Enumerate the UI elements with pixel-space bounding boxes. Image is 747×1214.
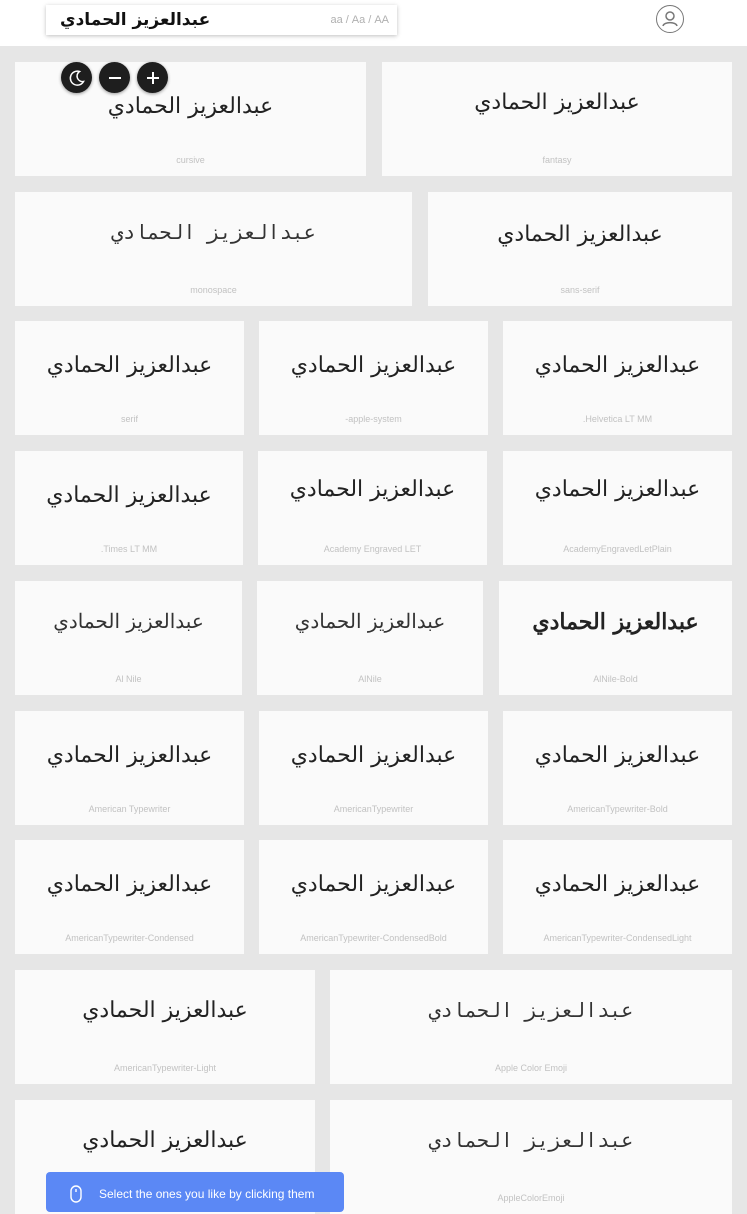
font-card[interactable] bbox=[503, 321, 732, 435]
font-sample-text: عبدالعزيز الحمادي bbox=[290, 872, 457, 897]
font-card[interactable] bbox=[499, 581, 732, 695]
font-sample-text: عبدالعزيز الحمادي bbox=[290, 353, 457, 378]
font-name-label: AmericanTypewriter-Condensed bbox=[65, 933, 194, 943]
font-card[interactable] bbox=[15, 711, 244, 825]
case-separator: / bbox=[345, 14, 349, 26]
font-card[interactable] bbox=[259, 711, 488, 825]
font-sample-text: عبدالعزيز الحمادي bbox=[532, 609, 699, 635]
font-name-label: AlNile-Bold bbox=[593, 674, 638, 684]
font-name-label: Academy Engraved LET bbox=[323, 544, 422, 554]
font-card[interactable] bbox=[503, 711, 732, 825]
font-sample-text: عبدالعزيز الحمادي bbox=[474, 90, 640, 115]
case-upper-option[interactable]: AA bbox=[374, 14, 389, 26]
font-name-label: fantasy bbox=[542, 155, 572, 165]
font-sample-text: عبدالعزيز الحمادي bbox=[534, 743, 701, 768]
account-button[interactable] bbox=[656, 5, 684, 33]
font-sample-text: عبدالعزيز الحمادي bbox=[534, 477, 701, 502]
font-name-label: .Times LT MM bbox=[100, 544, 158, 554]
sample-text-value[interactable]: عبدالعزيز الحمادي bbox=[60, 10, 211, 30]
decrease-size-button[interactable] bbox=[99, 62, 130, 93]
plus-icon bbox=[146, 71, 160, 85]
font-name-label: AmericanTypewriter-Bold bbox=[567, 804, 668, 814]
font-card[interactable] bbox=[382, 62, 732, 176]
font-sample-text: عبدالعزيز الحمادي bbox=[46, 353, 213, 378]
selection-hint-banner bbox=[46, 1172, 344, 1212]
minus-icon bbox=[108, 71, 122, 85]
font-card[interactable] bbox=[15, 970, 315, 1084]
font-name-label: AmericanTypewriter-CondensedLight bbox=[543, 933, 692, 943]
font-name-label: .Helvetica LT MM bbox=[582, 414, 653, 424]
font-card[interactable] bbox=[15, 581, 242, 695]
font-card[interactable] bbox=[258, 451, 487, 565]
font-sample-text: عبدالعزيز الحمادي bbox=[82, 1128, 248, 1153]
font-sample-text: عبدالعزيز الحمادي bbox=[46, 743, 213, 768]
font-name-label: cursive bbox=[176, 155, 205, 165]
font-card[interactable] bbox=[330, 1100, 732, 1214]
font-card[interactable] bbox=[503, 840, 732, 954]
font-name-label: -apple-system bbox=[345, 414, 402, 424]
user-icon bbox=[660, 9, 680, 29]
font-card[interactable] bbox=[257, 581, 483, 695]
font-sample-text: عبدالعزيز الحمادي bbox=[497, 222, 663, 247]
sample-text-input[interactable] bbox=[46, 5, 397, 35]
font-sample-text: عبدالعزيز الحمادي bbox=[82, 998, 248, 1023]
font-card[interactable] bbox=[503, 451, 732, 565]
font-sample-text: عبدالعزيز الحمادي bbox=[53, 609, 204, 633]
hint-text: Select the ones you like by clicking them bbox=[99, 1187, 315, 1201]
font-name-label: Al Nile bbox=[115, 674, 142, 684]
font-name-label: Apple Color Emoji bbox=[494, 1063, 568, 1073]
font-sample-text: عبدالعزيز الحمادي bbox=[289, 477, 456, 502]
font-card[interactable] bbox=[259, 321, 488, 435]
font-sample-text: عبدالعزيز الحمادي bbox=[428, 1128, 634, 1152]
font-sample-text: عبدالعزيز الحمادي bbox=[46, 483, 212, 508]
font-sample-text: عبدالعزيز الحمادي bbox=[428, 998, 634, 1022]
mouse-icon bbox=[70, 1185, 82, 1203]
case-options bbox=[330, 14, 389, 26]
font-name-label: American Typewriter bbox=[88, 804, 171, 814]
font-name-label: sans-serif bbox=[560, 285, 600, 295]
font-card[interactable] bbox=[428, 192, 732, 306]
font-name-label: AmericanTypewriter-CondensedBold bbox=[300, 933, 447, 943]
moon-icon bbox=[68, 69, 86, 87]
font-name-label: AlNile bbox=[358, 674, 382, 684]
case-separator: / bbox=[368, 14, 372, 26]
theme-toggle-button[interactable] bbox=[61, 62, 92, 93]
font-name-label: AmericanTypewriter bbox=[333, 804, 414, 814]
case-title-option[interactable]: Aa bbox=[351, 14, 366, 26]
case-lower-option[interactable]: aa bbox=[330, 14, 343, 26]
font-sample-text: عبدالعزيز الحمادي bbox=[111, 220, 316, 244]
font-sample-text: عبدالعزيز الحمادي bbox=[107, 94, 274, 119]
font-card[interactable] bbox=[259, 840, 488, 954]
font-card[interactable] bbox=[15, 451, 243, 565]
font-name-label: AcademyEngravedLetPlain bbox=[563, 544, 672, 554]
font-card[interactable] bbox=[15, 840, 244, 954]
font-name-label: AmericanTypewriter-Light bbox=[113, 1063, 217, 1073]
increase-size-button[interactable] bbox=[137, 62, 168, 93]
font-sample-text: عبدالعزيز الحمادي bbox=[534, 872, 701, 897]
font-sample-text: عبدالعزيز الحمادي bbox=[290, 743, 457, 768]
font-name-label: serif bbox=[120, 414, 138, 424]
font-sample-text: عبدالعزيز الحمادي bbox=[46, 872, 213, 897]
font-card[interactable] bbox=[15, 321, 244, 435]
font-name-label: AppleColorEmoji bbox=[497, 1193, 565, 1203]
font-sample-text: عبدالعزيز الحمادي bbox=[294, 609, 446, 633]
font-card[interactable] bbox=[15, 192, 412, 306]
top-bar bbox=[0, 0, 747, 46]
font-sample-text: عبدالعزيز الحمادي bbox=[534, 353, 701, 378]
font-name-label: monospace bbox=[190, 285, 237, 295]
font-card[interactable] bbox=[330, 970, 732, 1084]
